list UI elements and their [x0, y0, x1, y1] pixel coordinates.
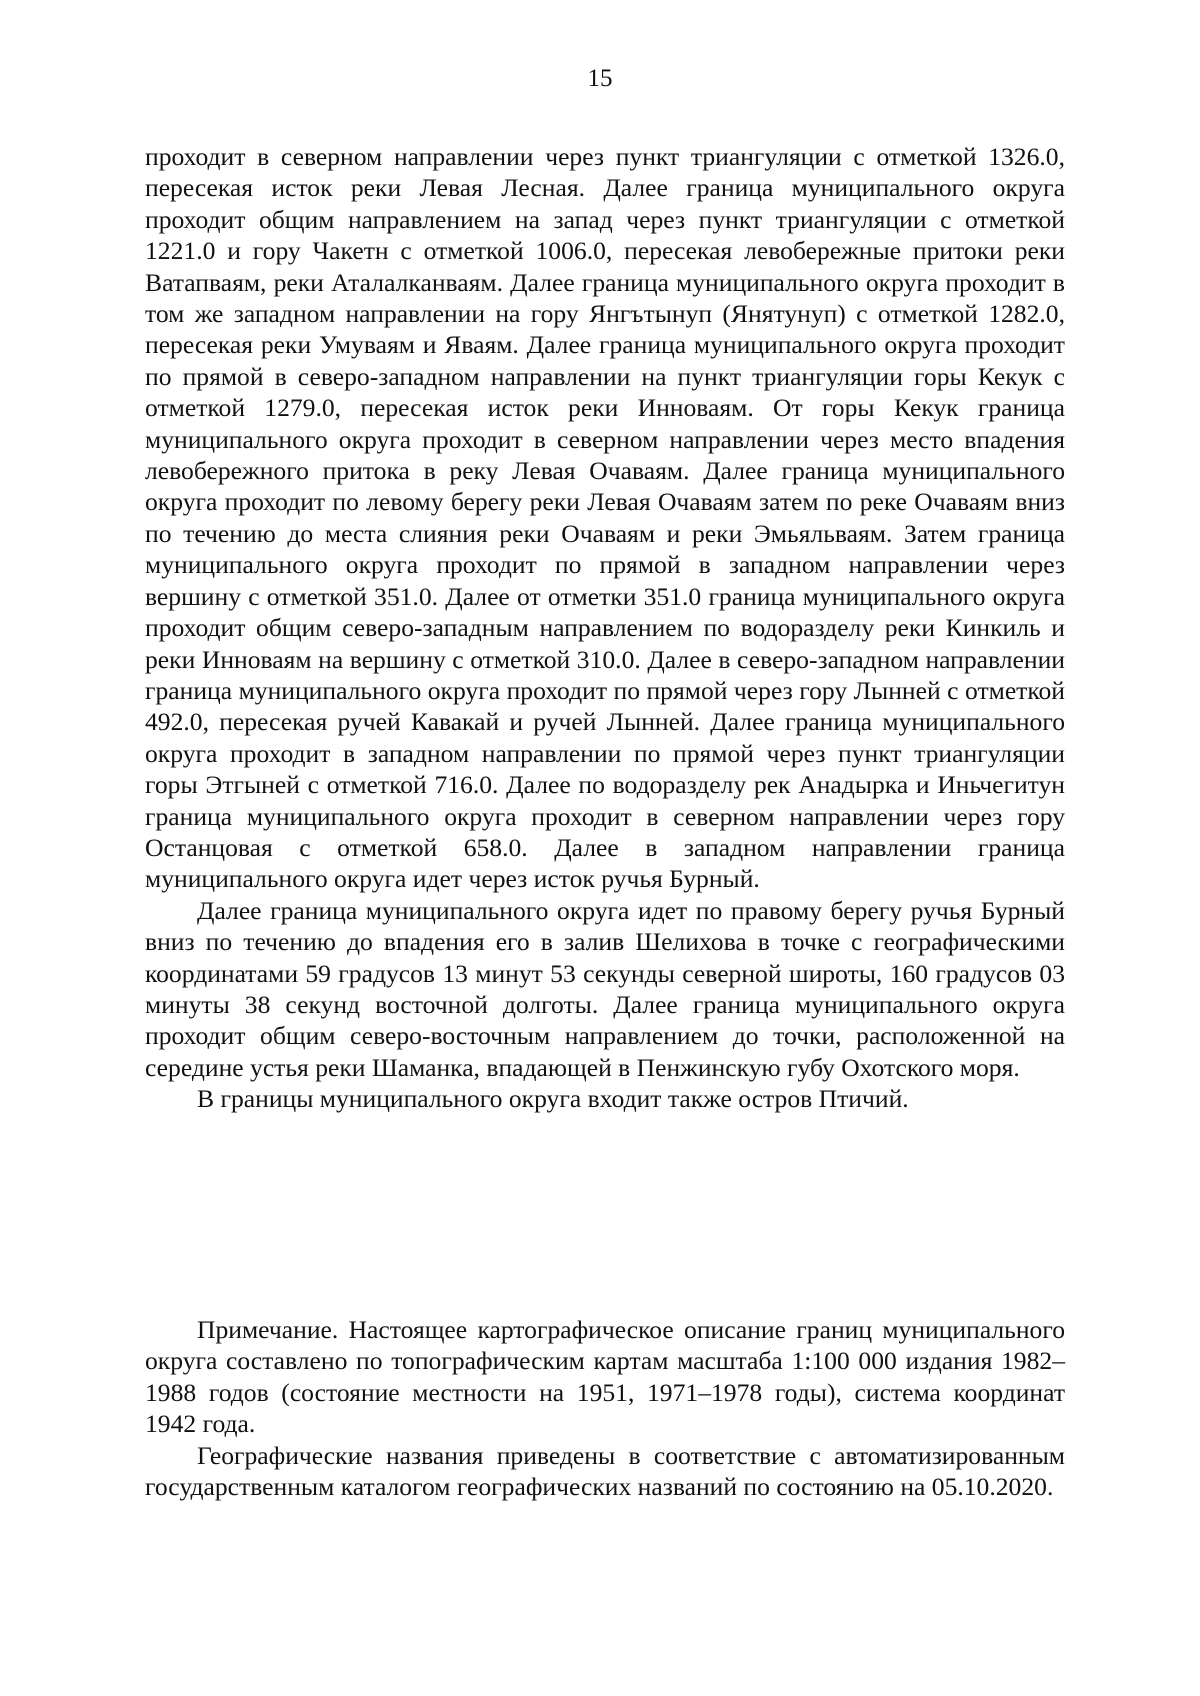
boundary-paragraph: В границы муниципального округа входит также остров Птичий. [197, 1084, 909, 1114]
boundary-paragraph: Далее граница муниципального округа идет по правому берегу ручья Бурный вниз по течению до впадения его в залив Шелихова в точке с географическими координатами 59 градусов 13 минут 53 секунды северной широты, 160 градусов 03 минуты 38 секунд восточной долготы. Далее граница муниципального округа проходит общим северо-восточным направлением до точки, расположенной на середине устья реки Шаманка, впадающей в Пенжинскую губу Охотского моря. [145, 895, 1065, 1082]
boundary-description [145, 141, 1065, 1115]
note-paragraph: Примечание. Настоящее картографическое описание границ муниципального округа составлено по топографическим картам масштаба 1:100 000 издания 1982–1988 годов (состояние местности на 1951, 1971–1978 годы), система координат 1942 года. [145, 1315, 1065, 1439]
note-paragraph: Географические названия приведены в соответствие с автоматизированным государственным каталогом географических названий по состоянию на 05.10.2020. [145, 1440, 1065, 1502]
page-number: 15 [587, 65, 613, 92]
boundary-paragraph: проходит в северном направлении через пункт триангуляции с отметкой 1326.0, пересекая исток реки Левая Лесная. Далее граница муниципального округа проходит общим направлением на запад через пункт триангуляции с отметкой 1221.0 и гору Чакетн с отметкой 1006.0, пересекая левобережные притоки реки Ватапваям, реки Аталалканваям. Далее граница муниципального округа проходит в том же западном направлении на гору Янгътынуп (Янятунуп) с отметкой 1282.0, пересекая реки Умуваям и Яваям. Далее граница муниципального округа проходит по прямой в северо-западном направлении на пункт триангуляции горы Кекук с отметкой 1279.0, пересекая исток реки Инноваям. От горы Кекук граница муниципального округа проходит в северном направлении через место впадения левобережного притока в реку Левая Очаваям. Далее граница муниципального округа проходит по левому берегу реки Левая Очаваям затем по реке Очаваям вниз по течению до места слияния реки Очаваям и реки Эмьяльваям. Затем граница муниципального округа проходит по прямой в западном направлении через вершину с отметкой 351.0. Далее от отметки 351.0 граница муниципального округа проходит общим северо-западным направлением по водоразделу реки Кинкиль и реки Инноваям на вершину с отметкой 310.0. Далее в северо-западном направлении граница муниципального округа проходит по прямой через гору Лынней с отметкой 492.0, пересекая ручей Кавакай и ручей Лынней. Далее граница муниципального округа проходит в западном направлении по прямой через пункт триангуляции горы Этгыней с отметкой 716.0. Далее по водоразделу рек Анадырка и Иньчегитун граница муниципального округа проходит в северном направлении через гору Останцовая с отметкой 658.0. Далее в западном направлении граница муниципального округа идет через исток ручья Бурный. [145, 142, 1065, 894]
note-section [145, 1314, 1065, 1502]
